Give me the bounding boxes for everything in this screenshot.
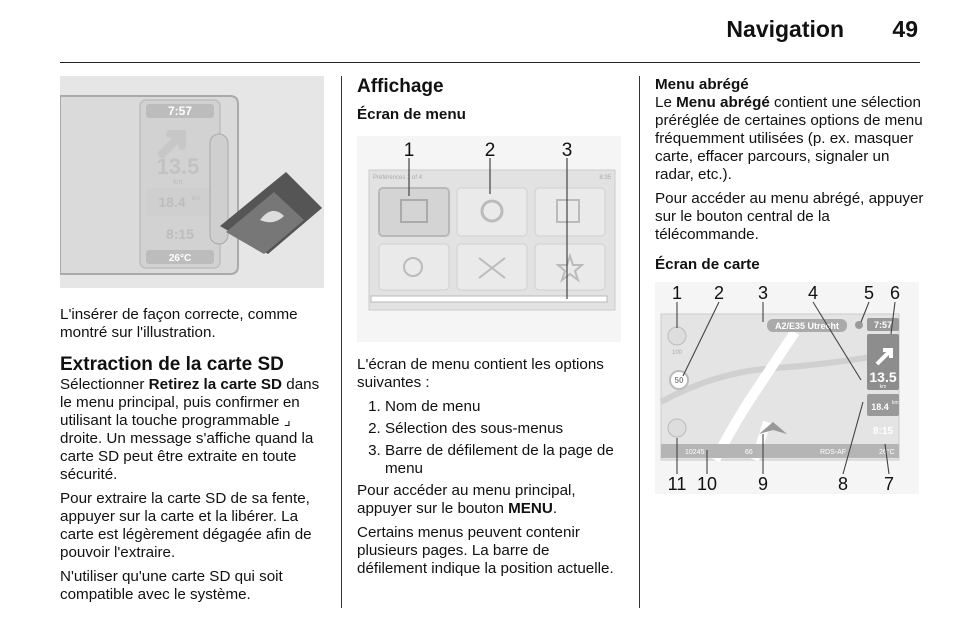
map-callout-7: 7: [883, 474, 895, 494]
menu-access-text: Pour accéder au menu principal, appuyer sur le bouton MENU.: [357, 482, 576, 517]
fig1-eta: 8:15: [165, 226, 195, 242]
display-heading: Affichage: [357, 76, 444, 97]
fig1-temp: 26°C: [168, 253, 192, 264]
fig1-distance2-unit: km: [192, 196, 200, 202]
fig1-distance-unit: km: [173, 179, 183, 186]
menu-screen-illustration: [357, 136, 621, 342]
speed-sign-1: 100: [671, 350, 683, 356]
map-callout-8: 8: [837, 474, 849, 494]
map-callout-5: 5: [863, 283, 875, 303]
page-header: [60, 0, 920, 63]
map-distance-unit: km: [879, 384, 887, 390]
column-2: [357, 76, 622, 584]
menu-option-3: 3. Barre de défilement de la page de menu: [385, 442, 622, 478]
map-callout-9: 9: [757, 474, 769, 494]
shortcut-menu-heading: Menu abrégé: [655, 76, 749, 93]
menu-option-2: 2. Sélection des sous-menus: [385, 420, 622, 438]
map-callout-6: 6: [889, 283, 901, 303]
map-callout-3: 3: [757, 283, 769, 303]
callout-1: 1: [403, 140, 415, 161]
map-screen-heading: Écran de carte: [655, 256, 760, 273]
map-bottom-mid: 66: [745, 449, 753, 456]
page-number: 49: [892, 16, 918, 42]
remove-sd-menu-item: Retirez la carte SD: [148, 376, 283, 393]
menu-options-list: [357, 398, 622, 478]
column-divider-2: [639, 76, 640, 608]
menu-button-label: MENU: [508, 500, 553, 517]
map-callout-4: 4: [807, 283, 819, 303]
map-distance2-unit: km: [892, 400, 899, 406]
map-distance2: 18.4: [871, 402, 889, 412]
map-temp: 26°C: [879, 449, 895, 456]
shortcut-menu-label: Menu abrégé: [676, 94, 770, 111]
sd-removal-paragraph-3: N'utiliser qu'une carte SD qui soit compatible avec le système.: [60, 568, 283, 603]
callout-3: 3: [561, 140, 573, 161]
map-callout-11: 11: [667, 474, 687, 494]
callout-2: 2: [484, 140, 496, 161]
page-title: Navigation: [726, 16, 844, 42]
column-3: [655, 76, 925, 494]
column-divider-1: [341, 76, 342, 608]
speed-sign-2: 50: [674, 376, 684, 385]
fig1-time: 7:57: [167, 104, 193, 118]
map-screen-illustration: [655, 282, 919, 494]
shortcut-menu-text: Le Menu abrégé contient une sélection préréglée de certaines options de menu fréquemment utilisées (p. ex. masquer carte, effacer parcours, signaler un radar, etc.).: [655, 94, 923, 183]
shortcut-menu-access-text: Pour accéder au menu abrégé, appuyer sur le bouton central de la télécommande.: [655, 190, 924, 243]
map-callout-2: 2: [713, 283, 725, 303]
menu-option-1: 1. Nom de menu: [385, 398, 622, 416]
map-bottom-right: RDS-AF: [820, 449, 847, 456]
sd-removal-paragraph-1: Sélectionner Retirez la carte SD dans le menu principal, puis confirmer en utilisant la touche programmable ⌟ droite. Un message s'affiche quand la carte SD peut être extraite en toute sécurité.: [60, 376, 320, 483]
map-distance: 13.5: [869, 369, 897, 385]
sd-card-illustration: [60, 76, 324, 288]
menu-pages-text: Certains menus peuvent contenir plusieurs pages. La barre de défilement indique la position actuelle.: [357, 524, 614, 577]
map-bottom-left: 10245: [685, 449, 705, 456]
sd-insert-text: L'insérer de façon correcte, comme montré sur l'illustration.: [60, 306, 298, 341]
menu-time: 8:35: [599, 175, 611, 181]
map-callout-1: 1: [671, 283, 683, 303]
menu-screen-heading: Écran de menu: [357, 106, 466, 123]
road-label: A2/E35 Utrecht: [774, 321, 840, 331]
fig1-distance2: 18.4: [158, 194, 186, 210]
sd-removal-paragraph-2: Pour extraire la carte SD de sa fente, appuyer sur la carte et la libérer. La carte est légèrement dégagée afin de pouvoir l'extraire.: [60, 490, 312, 561]
sd-removal-heading: Extraction de la carte SD: [60, 354, 284, 375]
column-1: [60, 76, 325, 610]
map-time: 7:57: [873, 320, 893, 330]
map-callout-10: 10: [696, 474, 718, 494]
map-eta: 8:15: [872, 426, 894, 437]
menu-title: Préférences 1 of 4: [373, 175, 423, 181]
menu-screen-intro: L'écran de menu contient les options suivantes :: [357, 356, 604, 391]
fig1-distance: 13.5: [156, 154, 200, 179]
